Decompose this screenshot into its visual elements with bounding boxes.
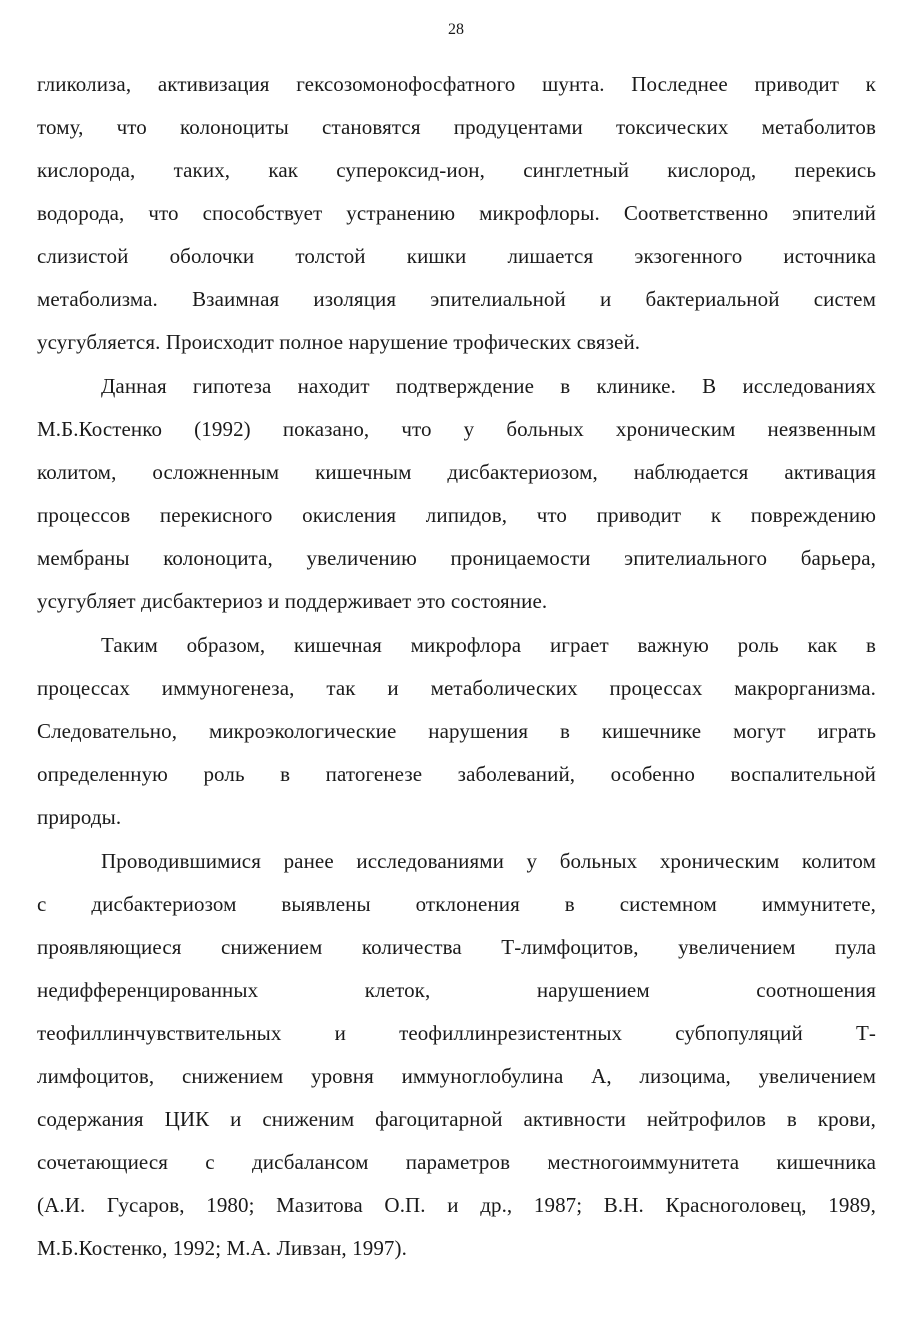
text-line: лимфоцитов, снижением уровня иммуноглобулина А, лизоцима, увеличением bbox=[37, 1064, 876, 1088]
text-line: Таким образом, кишечная микрофлора играет важную роль как в bbox=[101, 633, 876, 657]
text-line: природы. bbox=[37, 805, 122, 829]
text-line: мембраны колоноцита, увеличению проницаемости эпителиального барьера, bbox=[37, 546, 876, 570]
text-line: водорода, что способствует устранению микрофлоры. Соответственно эпителий bbox=[37, 201, 876, 225]
text-line: процессах иммуногенеза, так и метаболических процессах макрорганизма. bbox=[37, 676, 876, 700]
text-line: сочетающиеся с дисбалансом параметров местногоиммунитета кишечника bbox=[37, 1150, 876, 1174]
text-line: тому, что колоноциты становятся продуцентами токсических метаболитов bbox=[37, 115, 876, 139]
text-line: Следовательно, микроэкологические нарушения в кишечнике могут играть bbox=[37, 719, 876, 743]
text-line: М.Б.Костенко (1992) показано, что у больных хроническим неязвенным bbox=[37, 417, 876, 441]
text-line: колитом, осложненным кишечным дисбактериозом, наблюдается активация bbox=[37, 460, 876, 484]
text-line: Проводившимися ранее исследованиями у больных хроническим колитом bbox=[101, 849, 876, 873]
page-number: 28 bbox=[448, 21, 464, 38]
text-line: (А.И. Гусаров, 1980; Мазитова О.П. и др., 1987; В.Н. Красноголовец, 1989, bbox=[37, 1193, 876, 1217]
text-line: слизистой оболочки толстой кишки лишается экзогенного источника bbox=[37, 244, 876, 268]
text-line: проявляющиеся снижением количества Т-лимфоцитов, увеличением пула bbox=[37, 935, 876, 959]
text-line: метаболизма. Взаимная изоляция эпителиальной и бактериальной систем bbox=[37, 287, 876, 311]
text-line: усугубляет дисбактериоз и поддерживает это состояние. bbox=[37, 589, 548, 613]
text-line: кислорода, таких, как супероксид-ион, синглетный кислород, перекись bbox=[37, 158, 876, 182]
text-line: недифференцированных клеток, нарушением соотношения bbox=[37, 978, 876, 1002]
text-line: Данная гипотеза находит подтверждение в клинике. В исследованиях bbox=[101, 374, 876, 398]
text-line: с дисбактериозом выявлены отклонения в системном иммунитете, bbox=[37, 892, 876, 916]
text-line: гликолиза, активизация гексозомонофосфатного шунта. Последнее приводит к bbox=[37, 72, 876, 96]
text-line: М.Б.Костенко, 1992; М.А. Ливзан, 1997). bbox=[37, 1236, 407, 1260]
text-line: содержания ЦИК и сниженим фагоцитарной активности нейтрофилов в крови, bbox=[37, 1107, 876, 1131]
text-line: определенную роль в патогенезе заболеваний, особенно воспалительной bbox=[37, 762, 876, 786]
text-line: процессов перекисного окисления липидов, что приводит к повреждению bbox=[37, 503, 876, 527]
text-line: усугубляется. Происходит полное нарушение трофических связей. bbox=[37, 330, 641, 354]
text-line: теофиллинчувствительных и теофиллинрезистентных субпопуляций Т- bbox=[37, 1021, 876, 1045]
